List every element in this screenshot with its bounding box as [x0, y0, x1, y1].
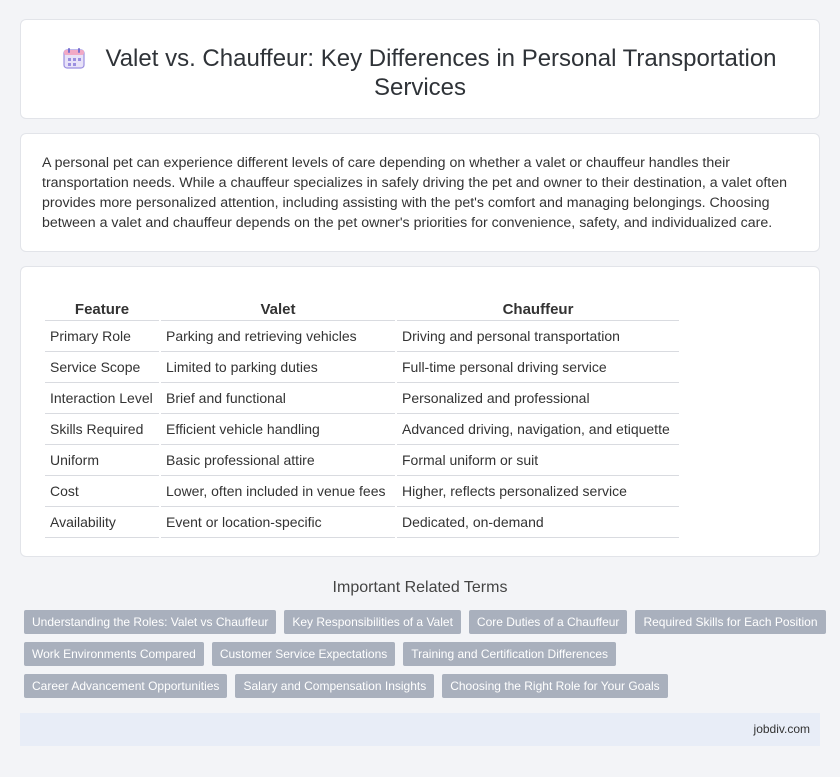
header-chauffeur: Chauffeur — [397, 295, 679, 321]
table-cell: Availability — [45, 507, 159, 538]
table-cell: Event or location-specific — [161, 507, 395, 538]
intro-paragraph: A personal pet can experience different levels of care depending on whether a valet or chauffeur handles their transportation needs. While a chauffeur specializes in safely driving the pet and owner to their destination, a valet often provides more personalized attention, including assisting with the pet's comfort and managing belongings. Choosing between a valet and chauffeur depends on the pet owner's priorities for convenience, safety, and individualized care. — [42, 155, 788, 231]
table-cell: Basic professional attire — [161, 445, 395, 476]
footer-site-link[interactable]: jobdiv.com — [753, 722, 810, 736]
table-cell: Limited to parking duties — [161, 352, 395, 383]
table-row — [45, 507, 679, 538]
table-row — [45, 383, 679, 414]
header-feature: Feature — [45, 295, 159, 321]
table-cell: Service Scope — [45, 352, 159, 383]
related-tag[interactable]: Choosing the Right Role for Your Goals — [442, 674, 667, 698]
table-cell: Dedicated, on-demand — [397, 507, 679, 538]
table-cell: Formal uniform or suit — [397, 445, 679, 476]
page-title-wrap — [61, 44, 779, 102]
header-valet: Valet — [161, 295, 395, 321]
table-row — [45, 445, 679, 476]
table-header-row — [45, 295, 679, 321]
table-cell: Brief and functional — [161, 383, 395, 414]
related-tag[interactable]: Work Environments Compared — [24, 642, 204, 666]
related-tag[interactable]: Key Responsibilities of a Valet — [284, 610, 461, 634]
related-tags-row-2 — [24, 642, 616, 666]
table-cell: Advanced driving, navigation, and etiquette — [397, 414, 679, 445]
footer — [20, 713, 820, 746]
related-tag[interactable]: Customer Service Expectations — [212, 642, 395, 666]
related-terms-heading: Important Related Terms — [332, 579, 508, 596]
table-cell: Full-time personal driving service — [397, 352, 679, 383]
table-cell: Interaction Level — [45, 383, 159, 414]
related-tag[interactable]: Career Advancement Opportunities — [24, 674, 227, 698]
related-tags-row-3 — [24, 674, 668, 698]
table-cell: Skills Required — [45, 414, 159, 445]
table-cell: Personalized and professional — [397, 383, 679, 414]
table-row — [45, 476, 679, 507]
comparison-card — [20, 266, 820, 557]
related-tag[interactable]: Salary and Compensation Insights — [235, 674, 434, 698]
related-tag[interactable]: Understanding the Roles: Valet vs Chauffeur — [24, 610, 276, 634]
table-cell: Uniform — [45, 445, 159, 476]
table-cell: Driving and personal transportation — [397, 321, 679, 352]
table-cell: Lower, often included in venue fees — [161, 476, 395, 507]
related-tag[interactable]: Training and Certification Differences — [403, 642, 616, 666]
intro-card — [20, 133, 820, 252]
table-row — [45, 352, 679, 383]
table-row — [45, 414, 679, 445]
comparison-table — [43, 295, 681, 538]
table-cell: Efficient vehicle handling — [161, 414, 395, 445]
page-title: Valet vs. Chauffeur: Key Differences in Personal Transportation Services — [105, 45, 777, 101]
related-tag[interactable]: Core Duties of a Chauffeur — [469, 610, 628, 634]
table-cell: Cost — [45, 476, 159, 507]
table-cell: Higher, reflects personalized service — [397, 476, 679, 507]
header-card — [20, 19, 820, 119]
related-tag[interactable]: Required Skills for Each Position — [635, 610, 825, 634]
calendar-icon — [63, 47, 85, 69]
table-cell: Primary Role — [45, 321, 159, 352]
table-row — [45, 321, 679, 352]
related-tags-row-1 — [24, 610, 826, 634]
table-cell: Parking and retrieving vehicles — [161, 321, 395, 352]
